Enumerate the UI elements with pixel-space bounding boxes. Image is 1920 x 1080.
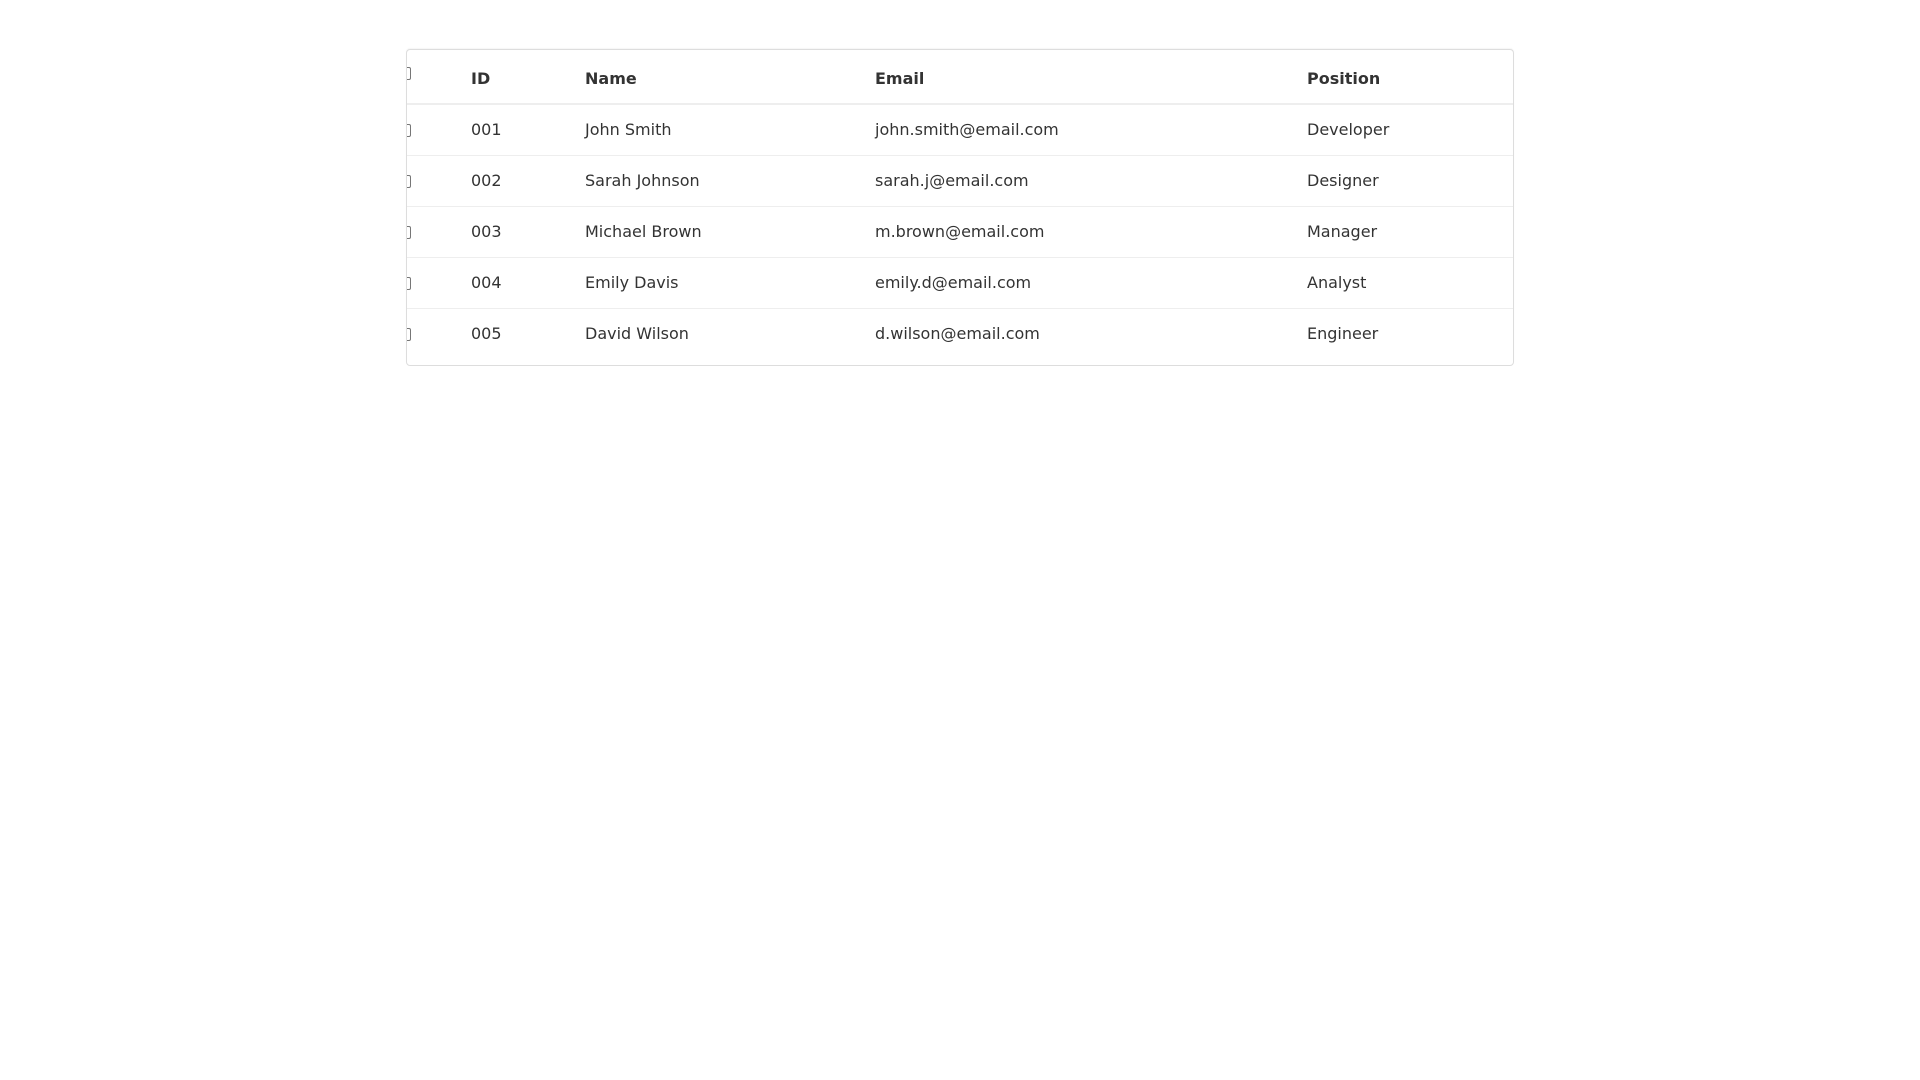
row-checkbox[interactable] (407, 175, 411, 188)
employee-table (407, 50, 1513, 359)
cell-name: Emily Davis (573, 258, 863, 309)
table-row[interactable] (407, 258, 1513, 309)
employee-table-container (406, 49, 1514, 366)
cell-email: sarah.j@email.com (863, 156, 1295, 207)
row-select-cell (407, 258, 459, 309)
column-header-name[interactable]: Name (573, 50, 863, 104)
cell-position: Analyst (1295, 258, 1513, 309)
table-row[interactable] (407, 309, 1513, 360)
header-row (407, 50, 1513, 104)
cell-position: Manager (1295, 207, 1513, 258)
column-header-position[interactable]: Position (1295, 50, 1513, 104)
cell-name: Michael Brown (573, 207, 863, 258)
cell-position: Engineer (1307, 324, 1379, 343)
cell-id: 001 (459, 104, 573, 156)
cell-id: 002 (459, 156, 573, 207)
select-all-cell (407, 50, 459, 104)
row-checkbox[interactable] (407, 124, 411, 137)
cell-id: 003 (459, 207, 573, 258)
cell-email: d.wilson@email.com (875, 324, 1040, 343)
cell-email: john.smith@email.com (863, 104, 1295, 156)
select-all-checkbox[interactable] (407, 67, 411, 80)
table-row[interactable] (407, 207, 1513, 258)
column-header-id[interactable]: ID (459, 50, 573, 104)
row-select-cell (407, 207, 459, 258)
row-checkbox[interactable] (407, 328, 411, 341)
cell-position: Designer (1295, 156, 1513, 207)
row-select-cell (407, 104, 459, 156)
cell-id: 004 (459, 258, 573, 309)
table-header (407, 50, 1513, 104)
table-body (407, 104, 1513, 359)
cell-position: Developer (1295, 104, 1513, 156)
row-checkbox[interactable] (407, 277, 411, 290)
cell-id: 005 (471, 324, 502, 343)
column-header-email[interactable]: Email (863, 50, 1295, 104)
table-row[interactable] (407, 156, 1513, 207)
cell-name: Sarah Johnson (573, 156, 863, 207)
row-select-cell (407, 156, 459, 207)
table-row[interactable] (407, 104, 1513, 156)
row-select-cell (407, 309, 459, 360)
cell-name: David Wilson (585, 324, 689, 343)
cell-email: m.brown@email.com (863, 207, 1295, 258)
row-checkbox[interactable] (407, 226, 411, 239)
cell-email: emily.d@email.com (863, 258, 1295, 309)
cell-name: John Smith (573, 104, 863, 156)
